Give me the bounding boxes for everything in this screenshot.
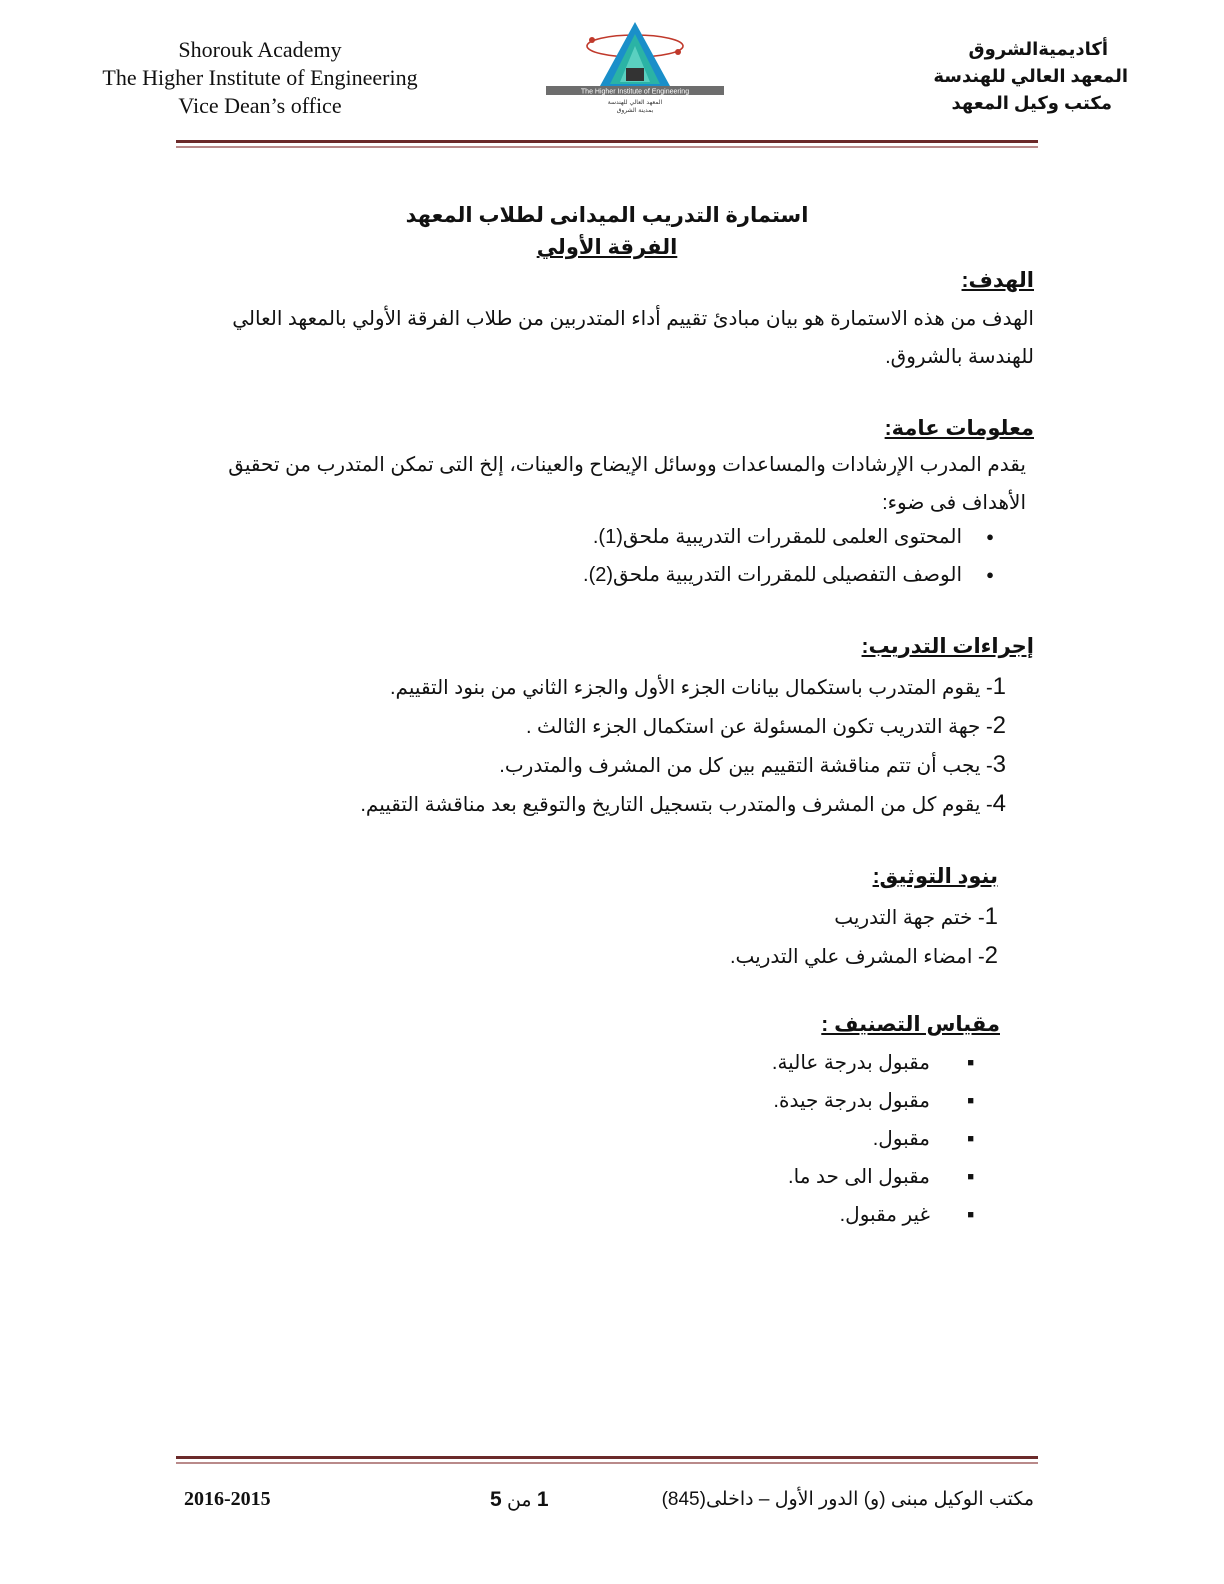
list-item: ● المحتوى العلمى للمقررات التدريبية ملحق(1). — [274, 518, 1034, 556]
item-text: - يقوم كل من المشرف والمتدرب بتسجيل التاريخ والتوقيع بعد مناقشة التقييم. — [360, 794, 993, 816]
list-item: ■ غير مقبول. — [702, 1196, 1002, 1234]
goal-text: الهدف من هذه الاستمارة هو بيان مبادئ تقييم أداء المتدربين من طلاب الفرقة الأولي بالمعهد العالي للهندسة بالشروق. — [232, 308, 1034, 368]
item-number: 3 — [992, 751, 1006, 778]
goal-heading: الهدف: — [961, 269, 1034, 292]
institute-name-ar: المعهد العالي للهندسة — [933, 66, 1128, 86]
academy-name-en: Shorouk Academy — [178, 37, 342, 62]
item-text: - يقوم المتدرب باستكمال بيانات الجزء الأول والجزء الثاني من بنود التقييم. — [390, 677, 993, 699]
page-number — [490, 1488, 549, 1512]
item-number: 4 — [992, 790, 1006, 817]
documentation-list — [730, 898, 998, 976]
rating-scale-list — [702, 1044, 1002, 1234]
list-item: ■ مقبول بدرجة عالية. — [702, 1044, 1002, 1082]
page-current: 1 — [536, 1488, 549, 1511]
header-english-block — [90, 36, 430, 120]
office-name-ar: مكتب وكيل المعهد — [951, 93, 1112, 113]
list-item: ● الوصف التفصيلى للمقررات التدريبية ملحق(2). — [274, 556, 1034, 594]
form-title — [176, 200, 1038, 264]
rating-scale-heading: مقياس التصنيف : — [821, 1013, 1000, 1036]
page-total: 5 — [490, 1488, 502, 1511]
item-number: 2 — [984, 942, 998, 969]
procedures-list — [360, 668, 1006, 824]
header-divider — [176, 140, 1038, 148]
general-info-heading: معلومات عامة: — [884, 417, 1034, 440]
documentation-heading: بنود التوثيق: — [872, 865, 998, 888]
form-title-line2: الفرقة الأولي — [536, 236, 678, 259]
general-info-list — [274, 518, 1034, 594]
list-item — [360, 707, 1006, 746]
list-item — [730, 898, 998, 937]
list-item — [360, 785, 1006, 824]
logo-sub-text-2: بمدينة الشروق — [616, 107, 654, 114]
page-of: من — [506, 1490, 532, 1511]
item-text: - يجب أن تتم مناقشة التقييم بين كل من المشرف والمتدرب. — [499, 755, 993, 777]
academy-name-ar: أكاديميةالشروق — [968, 39, 1108, 59]
item-text: - امضاء المشرف علي التدريب. — [729, 946, 985, 968]
item-text: - ختم جهة التدريب — [834, 907, 985, 929]
institute-name-en: The Higher Institute of Engineering — [102, 65, 418, 90]
logo-sub-text-1: المعهد العالي للهندسة — [607, 99, 663, 106]
office-name-en: Vice Dean’s office — [178, 93, 342, 118]
institute-logo — [542, 18, 728, 118]
footer-divider — [176, 1456, 1038, 1464]
list-item: ■ مقبول الى حد ما. — [702, 1158, 1002, 1196]
list-item: ■ مقبول بدرجة جيدة. — [702, 1082, 1002, 1120]
item-number: 2 — [992, 712, 1006, 739]
academic-year: 2016-2015 — [184, 1488, 271, 1510]
procedures-heading: إجراءات التدريب: — [861, 635, 1034, 658]
header-arabic-block — [888, 36, 1128, 117]
form-title-line1: استمارة التدريب الميدانى لطلاب المعهد — [405, 204, 809, 227]
list-item — [730, 937, 998, 976]
general-info-text: يقدم المدرب الإرشادات والمساعدات ووسائل الإيضاح والعينات، إلخ التى تمكن المتدرب من تحقيق الأهداف فى ضوء: — [228, 454, 1026, 514]
office-location: مكتب الوكيل مبنى (و) الدور الأول – داخلى(845) — [661, 1489, 1034, 1510]
logo-banner-text: The Higher Institute of Engineering — [580, 88, 690, 96]
list-item: ■ مقبول. — [702, 1120, 1002, 1158]
list-item — [360, 746, 1006, 785]
item-number: 1 — [992, 673, 1006, 700]
item-text: - جهة التدريب تكون المسئولة عن استكمال الجزء الثالث . — [525, 716, 993, 738]
list-item — [360, 668, 1006, 707]
item-number: 1 — [984, 903, 998, 930]
